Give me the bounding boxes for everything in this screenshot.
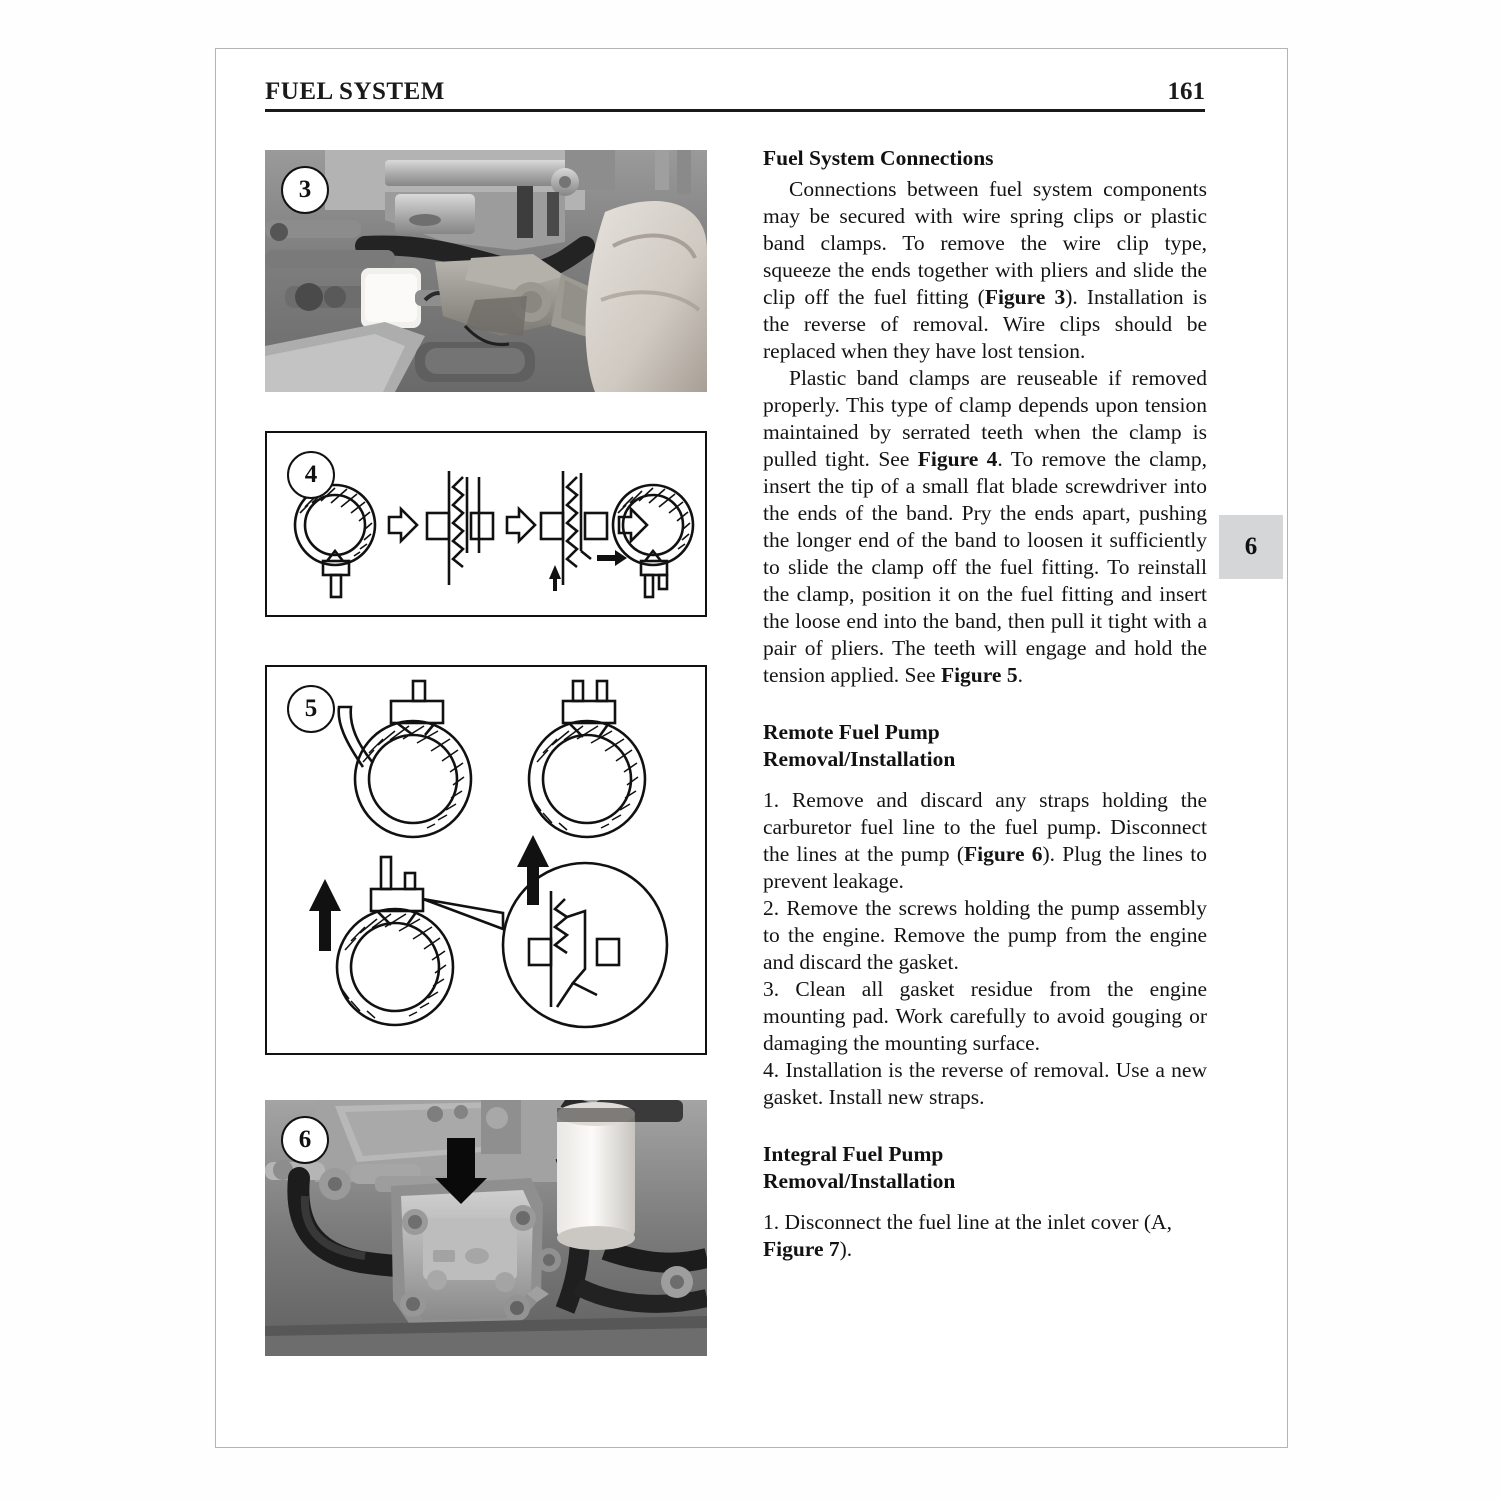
step-integral-1-text-b: ).: [839, 1237, 853, 1261]
figure-4-number-badge: [287, 451, 335, 499]
paragraph-band-clamps-text-a: Plastic band clamps are reuseable if removed properly. This type of clamp depends upon tension maintained by serrated teeth when the clamp is pulled tight. See: [763, 366, 1207, 471]
text-column: [763, 145, 1207, 1263]
paragraph-wire-clips: [763, 176, 1207, 365]
paragraph-band-clamps-text-b: . To remove the clamp, insert the tip of a small flat blade screwdriver into the ends of the band. Pry the ends apart, pushing the longer end of the band to loosen it sufficiently to slide the clamp off the fuel fitting. To reinstall the clamp, position it on the fuel fitting and insert the loose end into the band, then pull it tight with a pair of pliers. The teeth will engage and hold the tension applied. See: [763, 447, 1208, 687]
step-remote-3: 3. Clean all gasket residue from the engine mounting pad. Work carefully to avoid gouging or damaging the mounting surface.: [763, 977, 1207, 1055]
heading-integral-fuel-pump: Integral Fuel Pump: [763, 1142, 944, 1166]
figure-3-number: 3: [298, 176, 312, 203]
paragraph-wire-clips-text-a: Connections between fuel system components may be secured with wire spring clips or plastic band clamps. To remove the wire clip type, squeeze the ends together with pliers and slide the clip off the fuel fitting (: [763, 177, 1207, 309]
heading-remote-fuel-pump-subtitle: Removal/Installation: [763, 747, 956, 771]
paragraph-band-clamps: [763, 365, 1207, 689]
step-remote-2: 2. Remove the screws holding the pump assembly to the engine. Remove the pump from the engine and discard the gasket.: [763, 896, 1207, 974]
chapter-tab-label: 6: [1244, 533, 1258, 560]
figure-4-image: [267, 433, 704, 614]
chapter-tab: [1219, 515, 1283, 579]
paragraph-wire-clips-text-b: ). Installation is the reverse of removal. Wire clips should be replaced when they have lost tension.: [763, 285, 1208, 363]
paragraph-band-clamps-text-c: .: [1017, 663, 1023, 687]
step-remote-1-text-a: 1. Remove and discard any straps holding the carburetor fuel line to the fuel pump. Disconnect the lines at the pump (: [763, 788, 1207, 866]
header-divider: [265, 109, 1205, 112]
figure-5-number: 5: [304, 695, 318, 722]
figure-5: [265, 665, 707, 1055]
figure-3-number-badge: [281, 166, 329, 214]
step-integral-1: [763, 1209, 1207, 1263]
figure-3: [265, 150, 707, 392]
spacer-before-remote-pump: [763, 689, 1207, 719]
figure-5-number-badge: [287, 685, 335, 733]
spacer-before-integral-pump: [763, 1111, 1207, 1141]
heading-integral-fuel-pump-subtitle: Removal/Installation: [763, 1169, 956, 1193]
heading-remote-fuel-pump: Remote Fuel Pump: [763, 720, 940, 744]
heading-fuel-system-connections: Fuel System Connections: [763, 146, 994, 170]
step-remote-1: [763, 787, 1207, 895]
figure-reference-6: Figure 6: [963, 842, 1043, 866]
figure-6-number: 6: [298, 1126, 312, 1153]
figure-4-number: 4: [304, 461, 318, 488]
figure-6-number-badge: [281, 1116, 329, 1164]
page-number: 161: [1167, 78, 1205, 105]
figure-reference-7: Figure 7: [763, 1237, 840, 1261]
step-remote-1-text-b: ). Plug the lines to prevent leakage.: [763, 842, 1207, 893]
page-header: [265, 78, 1205, 114]
figure-reference-3: Figure 3: [984, 285, 1066, 309]
figure-6-image: [265, 1100, 707, 1356]
figure-6: [265, 1100, 707, 1356]
spacer-remote-steps: [763, 777, 1207, 787]
step-integral-1-text-a: 1. Disconnect the fuel line at the inlet cover (A,: [763, 1210, 1172, 1234]
figure-reference-5: Figure 5: [940, 663, 1018, 687]
step-remote-4: 4. Installation is the reverse of removal. Use a new gasket. Install new straps.: [763, 1058, 1207, 1109]
page-title: FUEL SYSTEM: [265, 78, 445, 105]
spacer-integral-steps: [763, 1199, 1207, 1209]
figure-3-image: [265, 150, 707, 392]
figure-5-image: [267, 667, 704, 1052]
figure-4: [265, 431, 707, 617]
figure-reference-4: Figure 4: [917, 447, 998, 471]
